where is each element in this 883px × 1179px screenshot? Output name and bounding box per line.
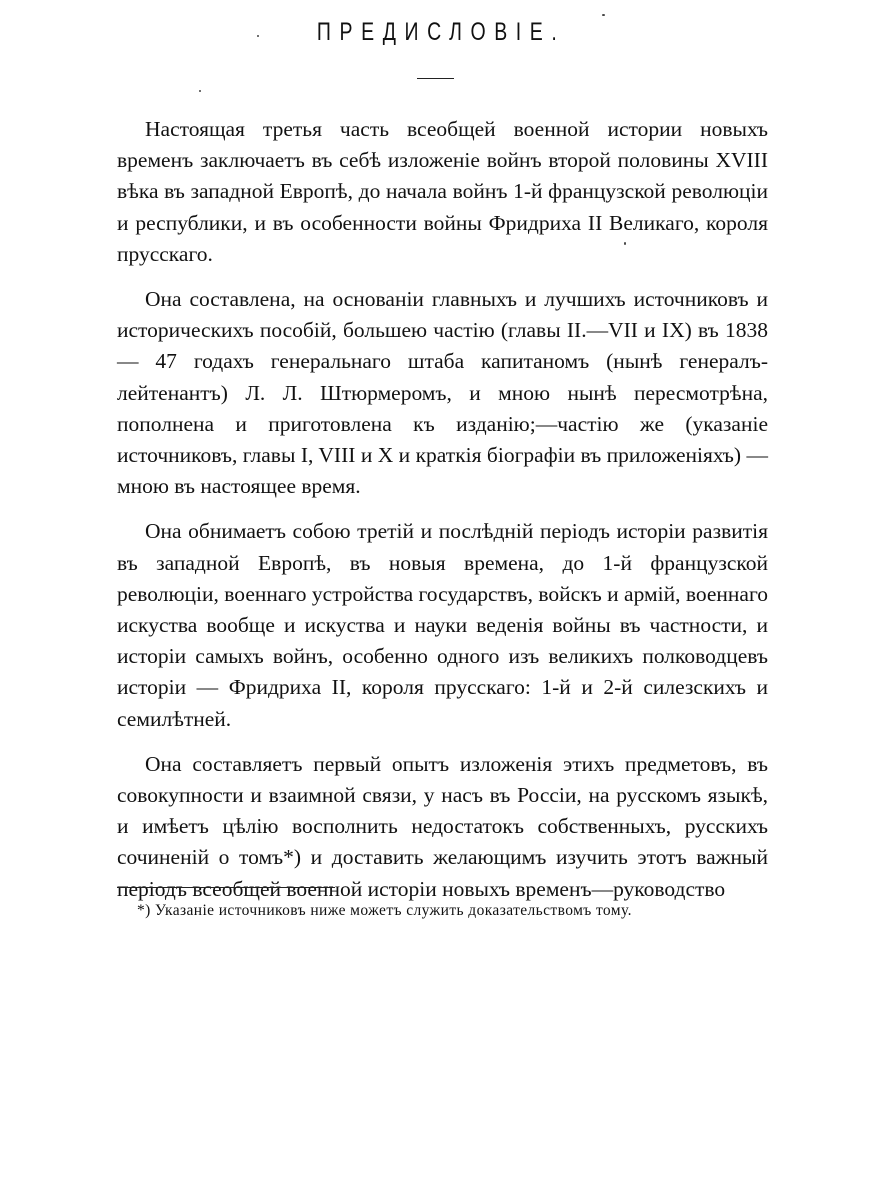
print-speck	[257, 35, 259, 37]
print-speck	[624, 242, 626, 245]
paragraph-2: Она составлена, на основаніи главныхъ и лучшихъ источниковъ и историческихъ пособій, большею частію (главы II.—VII и IX) въ 1838 — 47 годахъ генеральнаго штаба капитаномъ (нынѣ генералъ-лейтенантъ) Л. Л. Штюрмеромъ, и мною нынѣ пересмотрѣна, пополнена и приготовлена къ изданію;—частію же (указаніе источниковъ, главы I, VIII и X и краткія біографіи въ приложеніяхъ) — мною въ настоящее время.	[117, 287, 768, 499]
paragraph-4: Она составляетъ первый опытъ изложенія этихъ предметовъ, въ совокупности и взаимной связи, у насъ въ Россіи, на русскомъ языкѣ, и имѣетъ цѣлію восполнить недостатокъ собственныхъ, русскихъ сочиненій о томъ*) и доставить желающимъ изучить этотъ важный періодъ всеобщей военной исторіи новыхъ временъ—руководство	[117, 751, 768, 901]
body-text	[117, 114, 768, 905]
footnote: *) Указаніе источниковъ ниже можетъ служить доказательствомъ тому.	[137, 902, 632, 919]
paragraph-3: Она обнимаетъ собою третій и послѣдній періодъ исторіи развитія въ западной Европѣ, въ новыя времена, до 1-й французской революціи, военнаго устройства государствъ, войскъ и армій, военнаго искуства вообще и искуства и науки веденія войны въ частности, и исторіи самыхъ войнъ, особенно одного изъ великихъ полководцевъ исторіи — Фридриха II, короля прусскаго: 1-й и 2-й силезскихъ и семилѣтней.	[117, 519, 768, 731]
title-rule	[417, 78, 454, 79]
paragraph-1: Настоящая третья часть всеобщей военной истории новыхъ временъ заключаетъ въ себѣ изложеніе войнъ второй половины XVIII вѣка въ западной Европѣ, до начала войнъ 1-й французской революціи и республики, и въ особенности войны Фридриха II Великаго, короля прусскаго.	[117, 117, 768, 266]
page-title: ПРЕДИСЛОВІЕ.	[316, 18, 566, 46]
print-speck	[199, 90, 201, 92]
print-speck	[602, 14, 605, 16]
footnote-rule	[117, 887, 335, 888]
